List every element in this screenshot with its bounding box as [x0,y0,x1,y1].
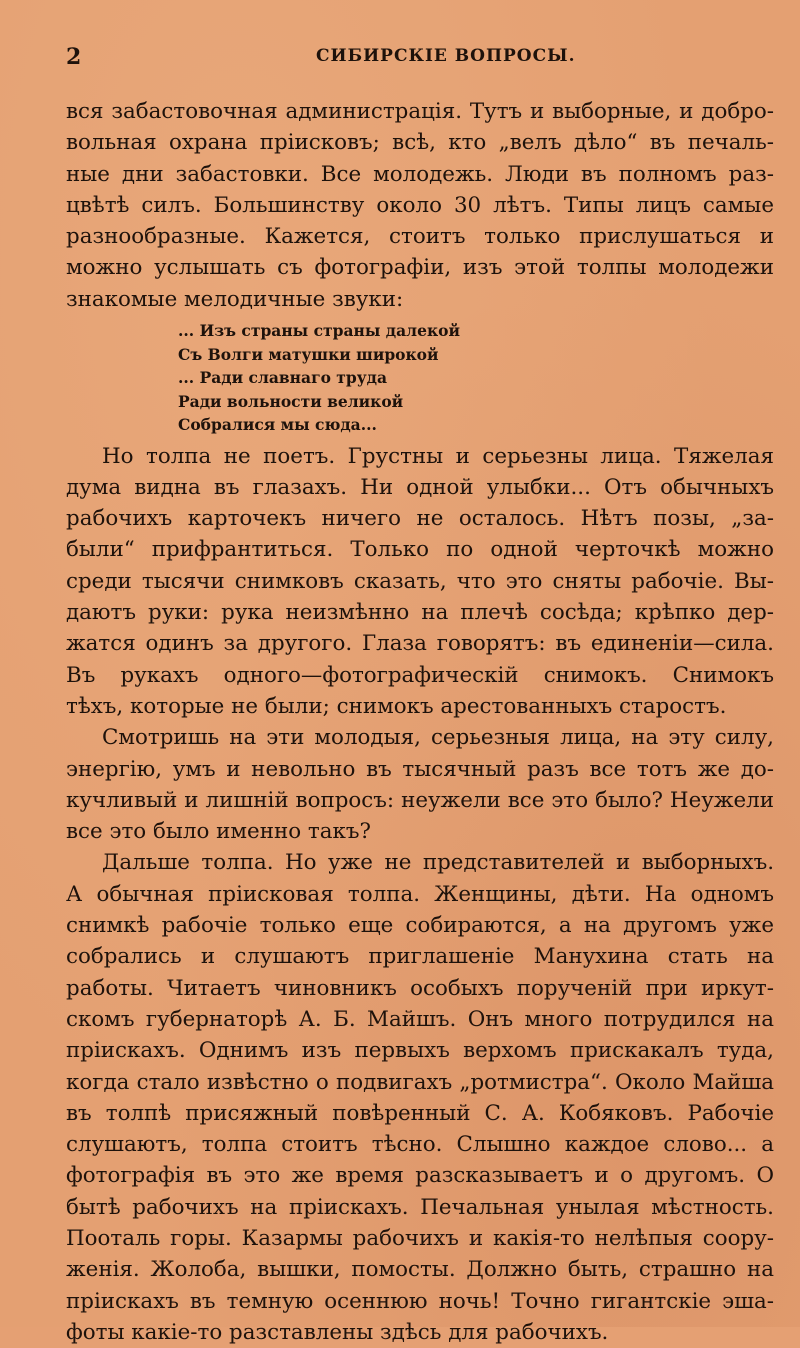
text-line: знакомые мелодичные звуки: [66,286,404,312]
text-line: жатся одинъ за другого. Глаза говорятъ: въ единеніи—сила. [66,631,774,657]
body-text [66,96,774,1348]
page-header [66,44,770,80]
verse-line: Ради вольности великой [178,391,404,411]
text-line: снимкѣ рабочіе только еще собираются, а на другомъ уже [66,913,774,939]
verse-line: Съ Волги матушки широкой [178,344,439,364]
text-line: кучливый и лишній вопросъ: неужели все это было? Неужели [66,787,774,813]
page-number: 2 [66,44,82,70]
running-title: СИБИРСКІЕ ВОПРОСЫ. [316,46,576,66]
paragraph-2 [66,441,774,723]
text-line: бытѣ рабочихъ на пріискахъ. Печальная унылая мѣстность. [66,1194,774,1220]
text-line: Дальше толпа. Но уже не представителей и выборныхъ. [102,850,774,876]
text-line: фотографія въ это же время разсказываетъ и о другомъ. О [66,1163,774,1189]
verse-line: Собралися мы сюда... [178,415,377,435]
text-line: пріискахъ. Однимъ изъ первыхъ верхомъ прискакалъ туда, [66,1038,774,1064]
text-line: цвѣтѣ силъ. Большинству около 30 лѣтъ. Типы лицъ самые [66,192,774,218]
paragraph-4 [66,847,774,1348]
text-line: энергію, умъ и невольно въ тысячный разъ все тотъ же до- [66,756,774,782]
text-line: когда стало извѣстно о подвигахъ „ротмистра“. Около Майша [66,1069,774,1095]
text-line: собрались и слушаютъ приглашеніе Манухина стать на [66,944,774,970]
verse-line: ... Изъ страны страны далекой [178,321,461,341]
verse-line: ... Ради славнаго труда [178,368,388,388]
verse-quote [178,319,774,437]
text-line: фоты какіе-то разставлены здѣсь для рабочихъ. [66,1319,609,1345]
text-line: слушаютъ, толпа стоитъ тѣсно. Слышно каждое слово... а [66,1132,774,1158]
text-line: скомъ губернаторѣ А. Б. Майшъ. Онъ много потрудился на [66,1006,774,1032]
text-line: дума видна въ глазахъ. Ни одной улыбки... Отъ обычныхъ [66,474,774,500]
text-line: вольная охрана пріисковъ; всѣ, кто „велъ дѣло“ въ печаль- [66,130,774,156]
paragraph-3 [66,722,774,847]
text-line: Смотришь на эти молодыя, серьезныя лица, на эту силу, [102,725,774,751]
text-line: ные дни забастовки. Все молодежь. Люди въ полномъ раз- [66,161,774,187]
text-line: тѣхъ, которые не были; снимокъ арестованныхъ старостъ. [66,693,727,719]
text-line: пріискахъ въ темную осеннюю ночь! Точно гигантскіе эша- [66,1288,774,1314]
paragraph-1 [66,96,774,315]
text-line: все это было именно такъ? [66,819,371,845]
text-line: разнообразные. Кажется, стоитъ только прислушаться и [66,224,774,250]
text-line: Пооталь горы. Казармы рабочихъ и какія-то нелѣпыя соору- [66,1226,774,1251]
text-line: вся забастовочная администрація. Тутъ и выборные, и добро- [66,99,774,124]
text-line: женія. Жолоба, вышки, помосты. Должно быть, страшно на [66,1257,774,1283]
text-line: можно услышать съ фотографіи, изъ этой толпы молодежи [66,255,774,281]
text-line: были“ прифрантиться. Только по одной черточкѣ можно [66,537,774,563]
text-line: среди тысячи снимковъ сказать, что это сняты рабочіе. Вы- [66,568,774,594]
text-line: рабочихъ карточекъ ничего не осталось. Нѣтъ позы, „за- [66,506,774,532]
text-line: въ толпѣ присяжный повѣренный С. А. Кобяковъ. Рабочіе [66,1100,774,1126]
text-line: Но толпа не поетъ. Грустны и серьезны лица. Тяжелая [102,443,774,469]
text-line: А обычная пріисковая толпа. Женщины, дѣти. На одномъ [66,881,774,907]
text-line: работы. Читаетъ чиновникъ особыхъ порученій при иркут- [66,975,774,1001]
text-line: даютъ руки: рука неизмѣнно на плечѣ сосѣда; крѣпко дер- [66,600,774,626]
text-line: Въ рукахъ одного—фотографическій снимокъ. Снимокъ [66,662,774,688]
